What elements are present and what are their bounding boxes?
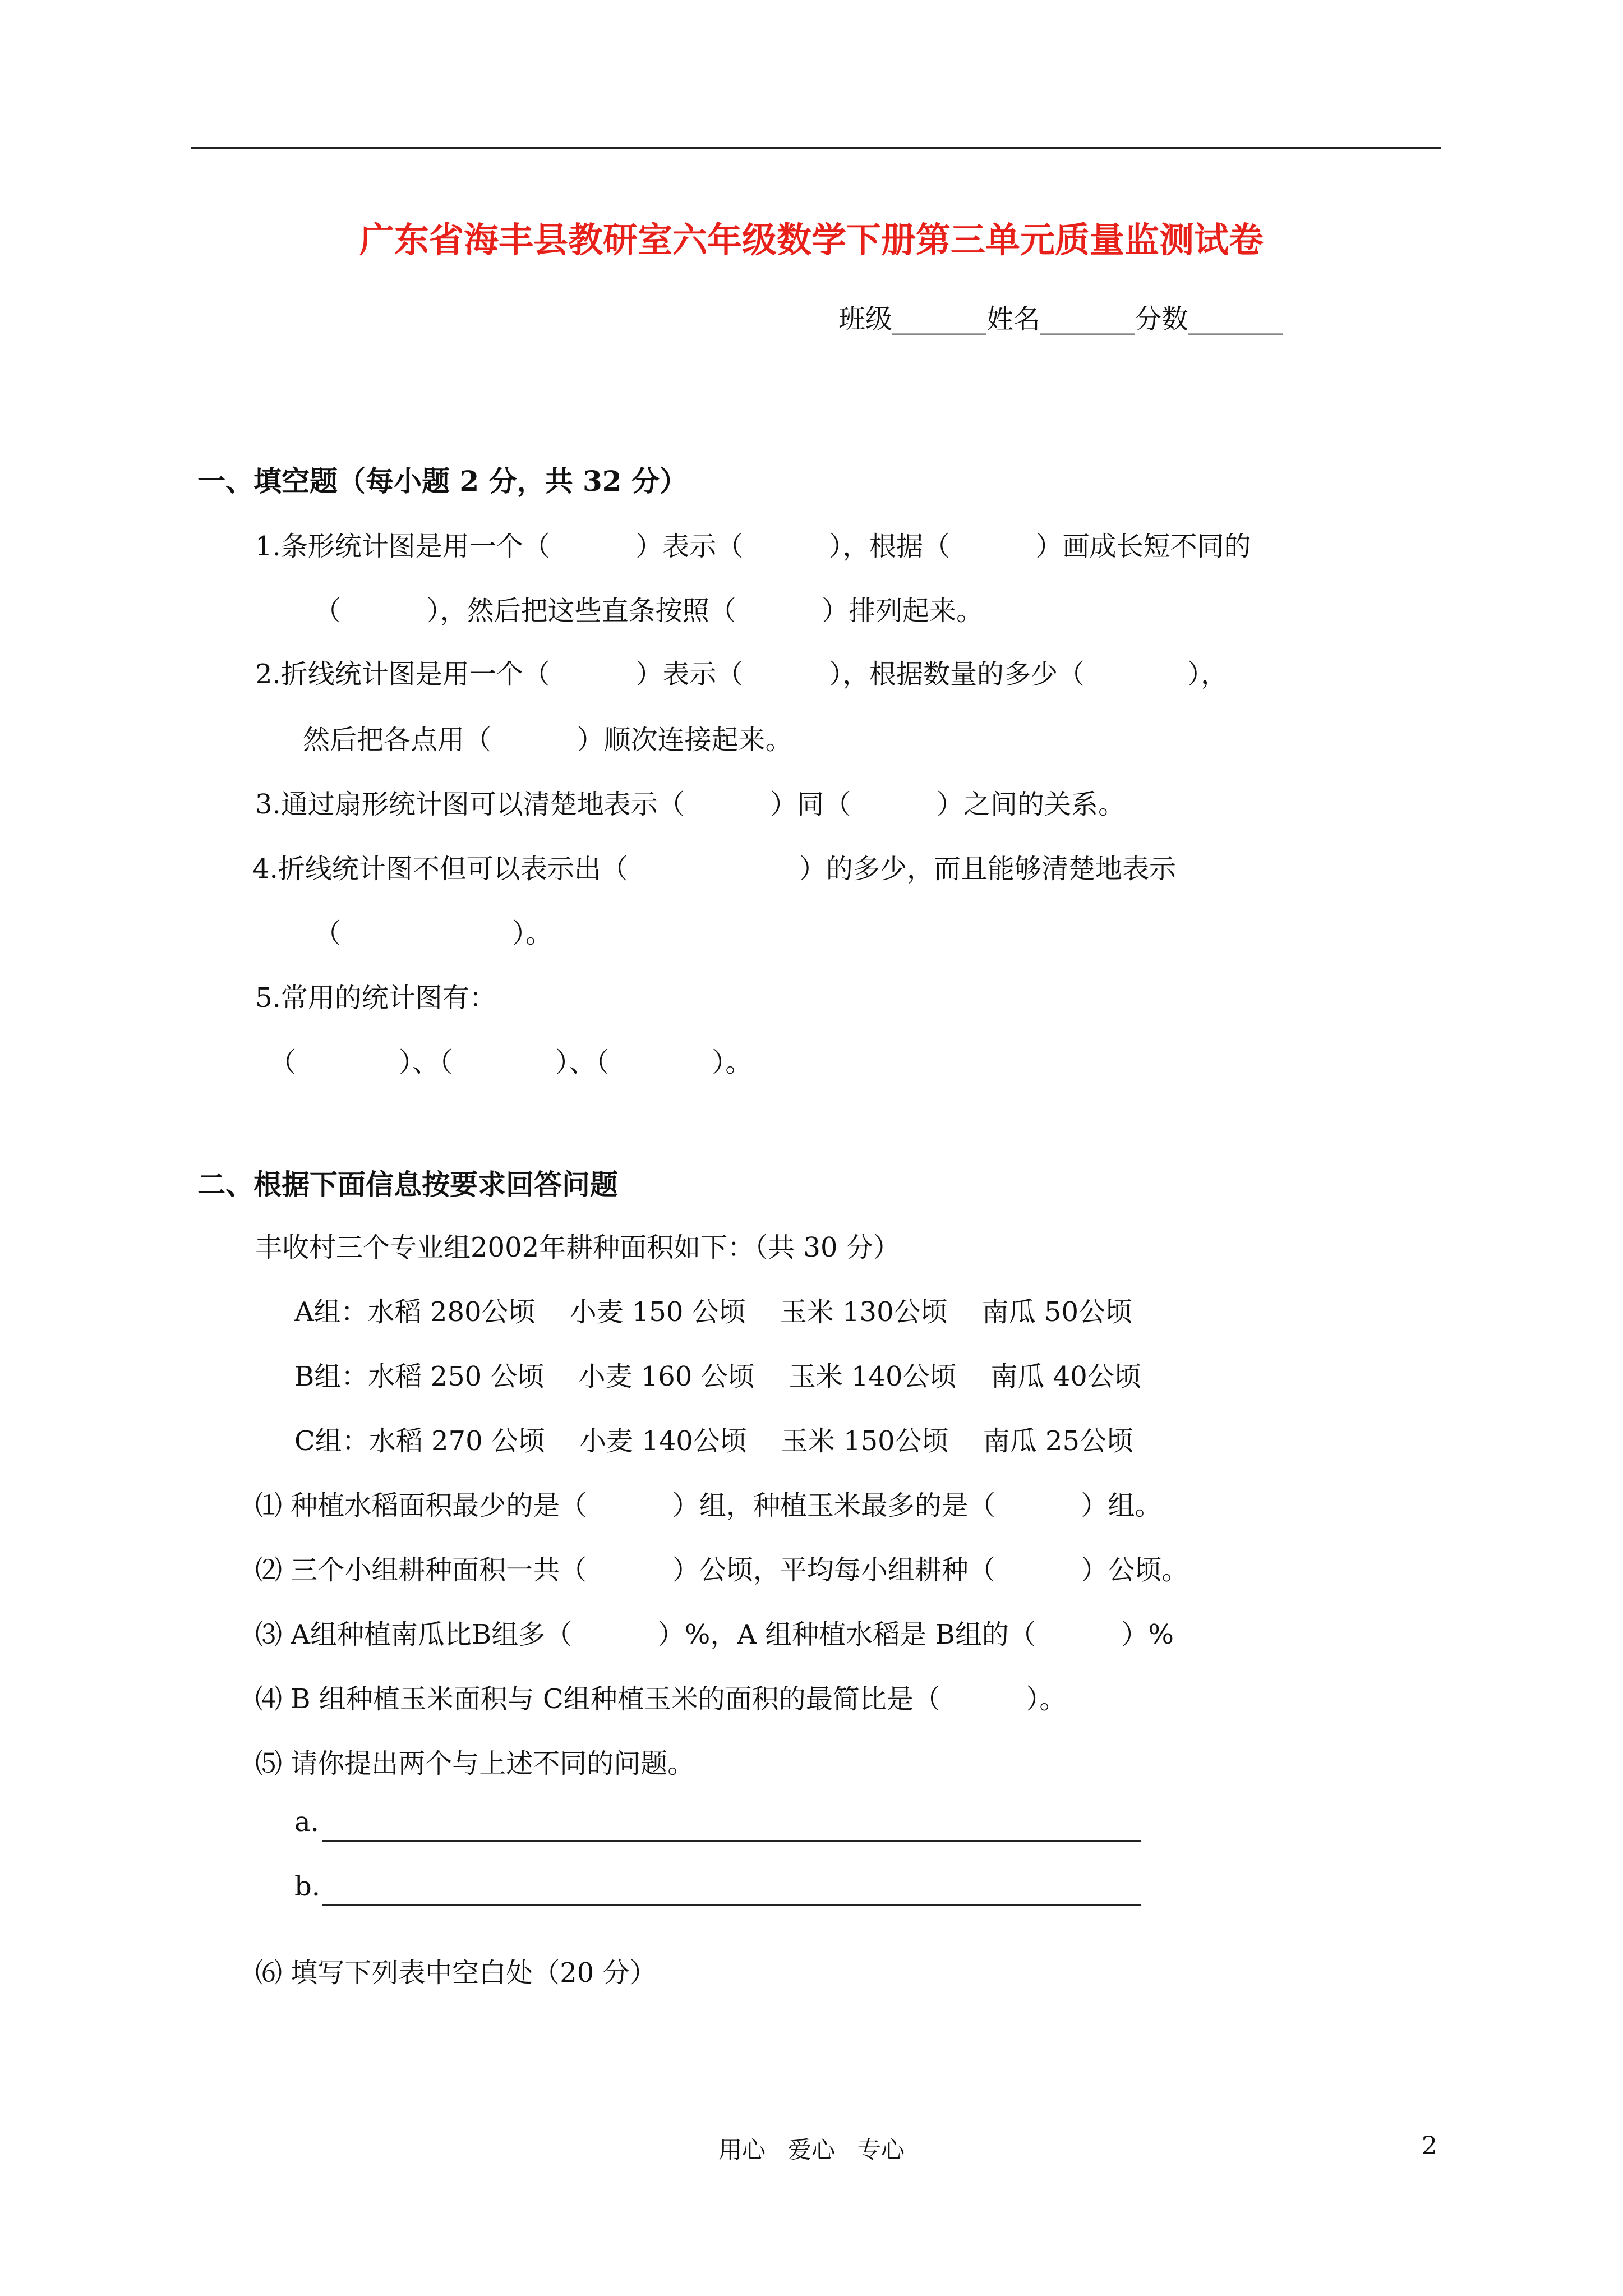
question-line: 5.常用的统计图有： bbox=[255, 982, 496, 1014]
question-line: ⑵ 三个小组耕种面积一共（ ）公顷，平均每小组耕种（ ）公顷。 bbox=[255, 1554, 1189, 1586]
question-line: （ ）。 bbox=[314, 918, 553, 949]
header-rule bbox=[191, 147, 1441, 149]
page-title: 广东省海丰县教研室六年级数学下册第三单元质量监测试卷 bbox=[359, 219, 1264, 260]
question-line: （ ）、（ ）、（ ）。 bbox=[269, 1047, 753, 1078]
answer-label-a: a. bbox=[294, 1806, 319, 1838]
question-line: 然后把各点用（ ）顺次连接起来。 bbox=[303, 724, 792, 756]
group-data-row: C组：水稻 270 公顷 小麦 140公顷 玉米 150公顷 南瓜 25公顷 bbox=[294, 1425, 1134, 1457]
question-line: 4.折线统计图不但可以表示出（ ）的多少，而且能够清楚地表示 bbox=[252, 853, 1176, 885]
student-info-line: 班级_______姓名_______分数_______ bbox=[838, 303, 1283, 335]
footer-motto: 用心 爱心 专心 bbox=[718, 2136, 905, 2164]
answer-line-b[interactable] bbox=[322, 1904, 1141, 1906]
group-data-row: A组：水稻 280公顷 小麦 150 公顷 玉米 130公顷 南瓜 50公顷 bbox=[294, 1296, 1132, 1328]
question-line: ⑶ A组种植南瓜比B组多（ ）%，A 组种植水稻是 B组的（ ）% bbox=[255, 1619, 1174, 1650]
answer-label-b: b. bbox=[294, 1871, 320, 1902]
question-line: ⑴ 种植水稻面积最少的是（ ）组，种植玉米最多的是（ ）组。 bbox=[255, 1490, 1162, 1521]
question-line: ⑷ B 组种植玉米面积与 C组种植玉米的面积的最简比是（ ）。 bbox=[255, 1683, 1067, 1715]
question-line: 2.折线统计图是用一个（ ）表示（ ），根据数量的多少（ ）， bbox=[255, 659, 1228, 690]
page-number: 2 bbox=[1422, 2132, 1437, 2160]
answer-line-a[interactable] bbox=[322, 1840, 1141, 1842]
question-line: 3.通过扇形统计图可以清楚地表示（ ）同（ ）之间的关系。 bbox=[255, 789, 1125, 820]
question-line: ⑸ 请你提出两个与上述不同的问题。 bbox=[255, 1748, 695, 1779]
section1-heading: 一、填空题（每小题 2 分，共 32 分） bbox=[197, 464, 688, 498]
question-line: ⑹ 填写下列表中空白处（20 分） bbox=[255, 1957, 657, 1989]
section2-heading: 二、根据下面信息按要求回答问题 bbox=[197, 1168, 618, 1201]
data-intro: 丰收村三个专业组2002年耕种面积如下：（共 30 分） bbox=[255, 1232, 900, 1263]
question-line: 1.条形统计图是用一个（ ）表示（ ），根据（ ）画成长短不同的 bbox=[255, 531, 1251, 562]
group-data-row: B组：水稻 250 公顷 小麦 160 公顷 玉米 140公顷 南瓜 40公顷 bbox=[294, 1361, 1141, 1392]
question-line: （ ），然后把这些直条按照（ ）排列起来。 bbox=[314, 595, 984, 627]
